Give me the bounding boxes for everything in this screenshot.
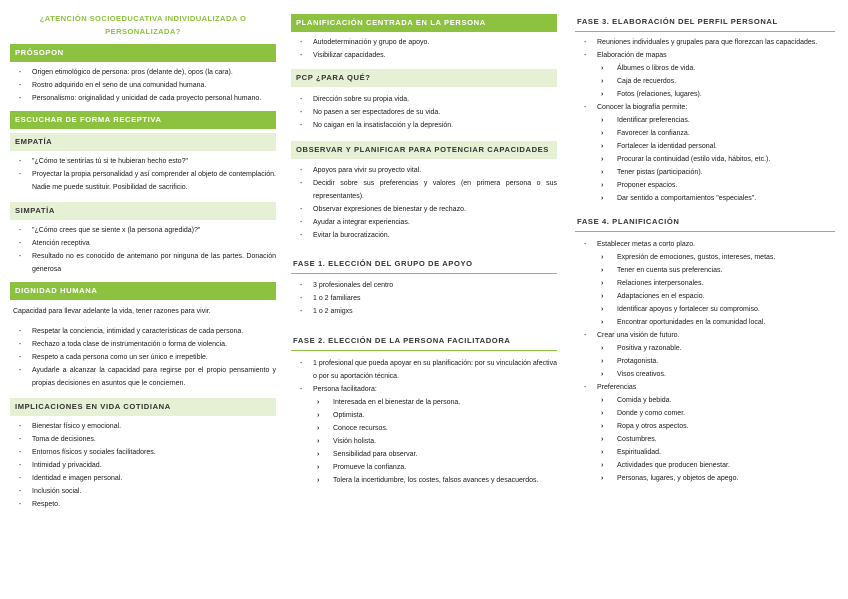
sub-list-item: › Caja de recuerdos. (579, 75, 835, 88)
section-header-prosopon: PRÓSOPON (10, 44, 276, 62)
list-item-label: Conocer la biografía permite: (597, 104, 688, 111)
list-item: - Entornos físicos y sociales facilitadores. (14, 446, 276, 459)
pcp-list (291, 93, 557, 132)
list-item: - Rostro adquirido en el seno de una comunidad humana. (14, 79, 276, 92)
sub-list-item: › Espiritualidad. (579, 446, 835, 459)
list-item (579, 101, 835, 205)
sub-list-item: › Visión holista. (295, 435, 557, 448)
fase1-list (291, 279, 557, 318)
simpatia-list (10, 224, 276, 276)
mapas-sublist (579, 62, 835, 101)
sub-list-item: › Costumbres. (579, 433, 835, 446)
sub-list-item: › Tolera la incertidumbre, los costes, falsos avances y desacuerdos. (295, 474, 557, 487)
list-item: - Proyectar la propia personalidad y así comprender al objeto de contemplación. Nadie me puede sustituir. Posibilidad de sacrificio. (14, 168, 276, 194)
sub-list-item: › Conoce recursos. (295, 422, 557, 435)
facilitadora-sublist (295, 396, 557, 487)
list-item: - No caigan en la insatisfacción y la depresión. (295, 119, 557, 132)
biografia-sublist (579, 114, 835, 205)
list-item: - Respeto a cada persona como un ser único e irrepetible. (14, 351, 276, 364)
list-item: - Respeto. (14, 498, 276, 511)
sub-list-item: › Optimista. (295, 409, 557, 422)
list-item: - Reuniones individuales y grupales para que florezcan las capacidades. (579, 36, 835, 49)
section-header-dignidad: DIGNIDAD HUMANA (10, 282, 276, 300)
section-header-fase2: FASE 2. ELECCIÓN DE LA PERSONA FACILITADORA (291, 332, 557, 351)
list-item: - Dirección sobre su propia vida. (295, 93, 557, 106)
sub-list-item: › Fotos (relaciones, lugares). (579, 88, 835, 101)
list-item: - Observar expresiones de bienestar y de rechazo. (295, 203, 557, 216)
list-item (295, 383, 557, 487)
vision-sublist (579, 342, 835, 381)
section-header-fase1: FASE 1. ELECCIÓN DEL GRUPO DE APOYO (291, 255, 557, 274)
fase2-list (291, 357, 557, 487)
sub-list-item: › Dar sentido a comportamientos "especiales". (579, 192, 835, 205)
section-header-empatia: EMPATÍA (10, 133, 276, 151)
sub-list-item: › Promueve la confianza. (295, 461, 557, 474)
list-item: - Personalismo: originalidad y unicidad de cada proyecto personal humano. (14, 92, 276, 105)
sub-list-item: › Comida y bebida. (579, 394, 835, 407)
implicaciones-list (10, 420, 276, 511)
sub-list-item: › Donde y como comer. (579, 407, 835, 420)
list-item: - Autodeterminación y grupo de apoyo. (295, 36, 557, 49)
section-header-planificacion: PLANIFICACIÓN CENTRADA EN LA PERSONA (291, 14, 557, 32)
sub-list-item: › Interesada en el bienestar de la persona. (295, 396, 557, 409)
sub-list-item: › Tener en cuenta sus preferencias. (579, 264, 835, 277)
sub-list-item: › Tener pistas (participación). (579, 166, 835, 179)
sub-list-item: › Identificar preferencias. (579, 114, 835, 127)
list-item: - Respetar la conciencia, intimidad y características de cada persona. (14, 325, 276, 338)
sub-list-item: › Encontrar oportunidades en la comunidad local. (579, 316, 835, 329)
list-item-label: Crear una visión de futuro. (597, 332, 680, 339)
sub-list-item: › Visos creativos. (579, 368, 835, 381)
sub-list-item: › Adaptaciones en el espacio. (579, 290, 835, 303)
document-title: ¿ATENCIÓN SOCIOEDUCATIVA INDIVIDUALIZADA O PERSONALIZADA? (39, 14, 247, 36)
column-3 (575, 13, 835, 485)
sub-list-item: › Identificar apoyos y fortalecer su compromiso. (579, 303, 835, 316)
list-item: - Visibilizar capacidades. (295, 49, 557, 62)
list-item: - Apoyos para vivir su proyecto vital. (295, 164, 557, 177)
list-item-label: Persona facilitadora: (313, 386, 377, 393)
list-item-label: Elaboración de mapas (597, 52, 667, 59)
sub-list-item: › Actividades que producen bienestar. (579, 459, 835, 472)
section-header-implicaciones: IMPLICACIONES EN VIDA COTIDIANA (10, 398, 276, 416)
sub-list-item: › Álbumes o libros de vida. (579, 62, 835, 75)
fase3-list (575, 36, 835, 205)
empatia-list (10, 155, 276, 194)
list-item: - Ayudarle a alcanzar la capacidad para regirse por el propio pensamiento y propias decisiones en asuntos que le conciernen. (14, 364, 276, 390)
planificacion-list (291, 36, 557, 62)
prosopon-list (10, 66, 276, 105)
list-item (579, 329, 835, 381)
sub-list-item: › Procurar la continuidad (estilo vida, hábitos, etc.). (579, 153, 835, 166)
list-item: - No pasen a ser espectadores de su vida. (295, 106, 557, 119)
sub-list-item: › Positiva y razonable. (579, 342, 835, 355)
list-item (579, 238, 835, 329)
list-item: - "¿Cómo crees que se siente x (la persona agredida)?" (14, 224, 276, 237)
list-item: - Bienestar físico y emocional. (14, 420, 276, 433)
list-item: - Resultado no es conocido de antemano por ninguna de las partes. Donación generosa (14, 250, 276, 276)
column-2 (291, 14, 557, 487)
list-item-label: Establecer metas a corto plazo. (597, 241, 696, 248)
fase4-list (575, 238, 835, 485)
list-item (579, 49, 835, 101)
sub-list-item: › Fortalecer la identidad personal. (579, 140, 835, 153)
list-item: - Decidir sobre sus preferencias y valores (en primera persona o sus representantes). (295, 177, 557, 203)
observar-list (291, 164, 557, 242)
sub-list-item: › Sensibilidad para observar. (295, 448, 557, 461)
sub-list-item: › Ropa y otros aspectos. (579, 420, 835, 433)
preferencias-sublist (579, 394, 835, 485)
list-item: - 1 profesional que pueda apoyar en su planificación: por su vinculación afectiva o por su aportación técnica. (295, 357, 557, 383)
sub-list-item: › Proponer espacios. (579, 179, 835, 192)
list-item: - Evitar la burocratización. (295, 229, 557, 242)
metas-sublist (579, 251, 835, 329)
sub-list-item: › Personas, lugares, y objetos de apego. (579, 472, 835, 485)
column-1 (10, 0, 276, 511)
list-item: - Origen etimológico de persona: pros (delante de), opos (la cara). (14, 66, 276, 79)
section-header-fase3: FASE 3. ELABORACIÓN DEL PERFIL PERSONAL (575, 13, 835, 32)
list-item: - Rechazo a toda clase de instrumentación o forma de violencia. (14, 338, 276, 351)
section-header-fase4: FASE 4. PLANIFICACIÓN (575, 213, 835, 232)
dignidad-intro: Capacidad para llevar adelante la vida, tener razones para vivir. (13, 308, 211, 315)
section-header-escuchar: ESCUCHAR DE FORMA RECEPTIVA (10, 111, 276, 129)
list-item: - Identidad e imagen personal. (14, 472, 276, 485)
list-item: - 1 o 2 amigxs (295, 305, 557, 318)
section-header-simpatia: SIMPATÍA (10, 202, 276, 220)
list-item: - 3 profesionales del centro (295, 279, 557, 292)
list-item (579, 381, 835, 485)
sub-list-item: › Protagonista. (579, 355, 835, 368)
section-header-pcp: PCP ¿PARA QUÉ? (291, 69, 557, 87)
list-item: - 1 o 2 familiares (295, 292, 557, 305)
sub-list-item: › Favorecer la confianza. (579, 127, 835, 140)
list-item: - Toma de decisiones. (14, 433, 276, 446)
sub-list-item: › Relaciones interpersonales. (579, 277, 835, 290)
sub-list-item: › Expresión de emociones, gustos, intereses, metas. (579, 251, 835, 264)
list-item: - "¿Cómo te sentirías tú si te hubieran hecho esto?" (14, 155, 276, 168)
list-item: - Intimidad y privacidad. (14, 459, 276, 472)
list-item: - Ayudar a integrar experiencias. (295, 216, 557, 229)
list-item-label: Preferencias (597, 384, 637, 391)
dignidad-list (10, 325, 276, 390)
list-item: - Inclusión social. (14, 485, 276, 498)
list-item: - Atención receptiva (14, 237, 276, 250)
section-header-observar: OBSERVAR Y PLANIFICAR PARA POTENCIAR CAPACIDADES (291, 141, 557, 159)
